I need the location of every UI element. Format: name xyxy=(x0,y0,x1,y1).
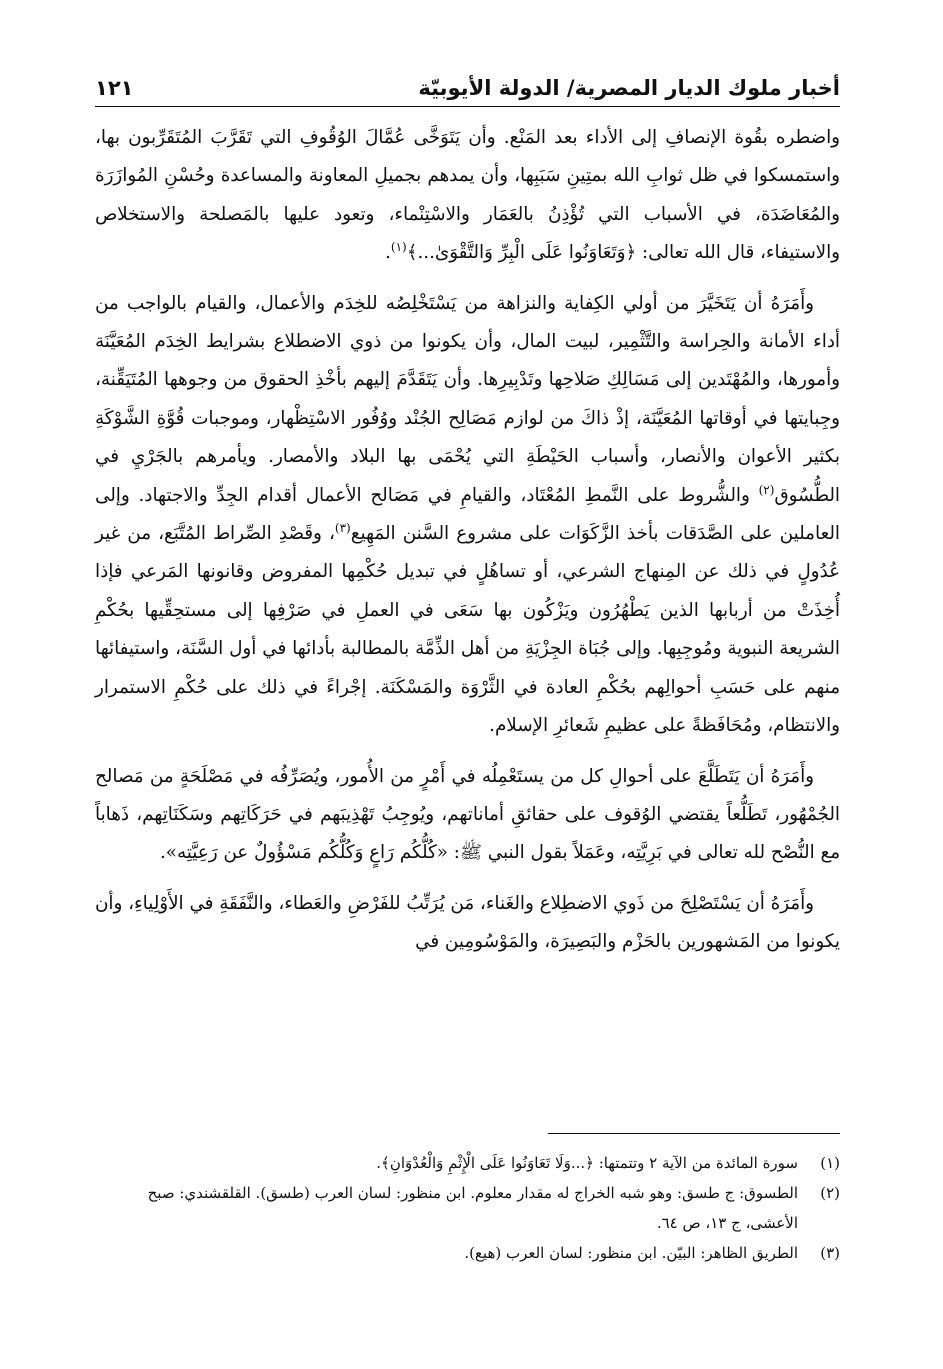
footnote-divider xyxy=(548,1133,840,1134)
footnote-3 xyxy=(95,1238,840,1268)
paragraph-2-text: وأَمَرَهُ أن يَتَخَيَّرَ من أولي الكِفاية والنزاهة من يَسْتَخْلِصُه للخِدَم والأعمال، والقيام بالواجب من أداء الأمانة والحِراسة والتَّثْمِير، لبيت المال، وأن يكونوا من ذوي الاضطلاع بشرايط الخِدَم المُعَيَّنَة وأمورها، والمُهْتَدين إلى مَسَالِكِ صَلاحِها وتَدْبِيرِها. وأن يَتَقَدَّمَ إليهم بأخْذِ الحقوق من وجوهها المُتَيَقِّنة، وجِبايتها في أوقاتها المُعَيَّنَة، إذْ ذاكَ من لوازم مَصَالِح الجُنْد ووُفُور الاسْتِظْهار، وموجبات قُوَّةِ الشَّوْكَةِ بكثير الأعوان والأنصار، وأسباب الحَيْطَةِ التي يُحْمَى بها البلاد والأمصار. ويأمرهم بالجَرْيِ في الطُّسُوق xyxy=(95,292,840,506)
paragraph-1 xyxy=(95,119,840,273)
paragraph-2 xyxy=(95,285,840,746)
paragraph-3: وأَمَرَهُ أن يَتَطَلَّعَ على أحوالِ كل من يستَعْمِلُه في أَمْرٍ من الأُمور، ويُصَرِّفُه في مَصْلَحَةٍ من مَصالح الجُمْهُور، تَطَلُّعاً يقتضي الوُقوف على حقائقِ أماناتهم، ويُوجِبُ تَهْذِيبَهم في حَرَكَاتِهم وسَكَنَاتِهم، ذَهاباً مع النُّصْح لله تعالى في بَرِيَّتِه، وعَمَلاً بقول النبي ﷺ: «كُلُّكُم رَاعٍ وَكُلُّكُم مَسْؤُولٌ عن رَعِيَّتِه». xyxy=(95,765,840,864)
paragraph-1-end: . xyxy=(385,242,391,264)
footnote-text: الطريق الظاهر: البيّن. ابن منظور: لسان العرب (هيع). xyxy=(464,1244,798,1262)
page-number: ١٢١ xyxy=(95,76,134,100)
page-header xyxy=(95,58,840,107)
footnote-ref-1: (١) xyxy=(390,240,407,255)
footnote-number: (٢) xyxy=(820,1184,840,1202)
footnote-text: الطسوق: ج طسق: وهو شبه الخراج له مقدار معلوم. ابن منظور: لسان العرب (طسق). القلقشندي: صبح الأعشى، ج ١٣، ص ٦٤. xyxy=(147,1184,798,1232)
footnote-text: سورة المائدة من الآية ٢ وتتمتها: ﴿...وَلَا تَعَاوَنُوا عَلَى الْإِثْمِ وَالْعُدْوَانِ﴾. xyxy=(376,1154,798,1172)
paragraph-1-text: واضطره بقُوة الإنصافِ إلى الأداء بعد المَنْع. وأن يَتَوَخَّى عُمَّالَ الوُقُوفِ التي تَقَرَّبَ المُتَقَرِّبون بها، واستمسكوا في ظل ثوابِ الله بمتِينِ سَبَبِها، وأن يمدهم بجميلِ المعاونة والمساعدة وحُسْنِ المُوازَرَة والمُعَاضَدَة، في الأسباب التي تُؤْذِنُ بالعَمَار والاسْتِنْماء، وتعود عليها بالمَصلحة والاستخلاص والاستيفاء، قال الله تعالى: ﴿وَتَعَاوَنُوا عَلَى الْبِرِّ وَالتَّقْوَىٰ...﴾ xyxy=(95,127,840,264)
footnote-ref-3: (٣) xyxy=(334,520,351,535)
running-title: أخبار ملوك الديار المصرية/ الدولة الأيوبيّة xyxy=(418,76,840,100)
paragraph-2-text-c: ، وقَصْدِ الصِّراط المُتَّبَع، من غير عُدُولٍ في ذلك عن المِنهاج الشرعي، أو تساهُلٍ في تبديل حُكْمِها المفروض وقانونها المَرعي فإذا أُخِذَتْ من أربابها الذين يَطْهُرُون ويَزْكُون بها سَعَى في العملِ في صَرْفِها إلى مستحِقِّيها بحُكْمِ الشريعة النبوية ومُوجِبِها. وإلى جُبَاة الجِزْيَةِ من أهل الذِّمَّة بالمطالبة بأدائها في أول السَّنَة، واستيفائها منهم على حَسَبِ أحوالِهم بحُكْمِ العادة في الثَّرْوَة والمَسْكَنَة. إجْراءً في ذلك على حُكْمِ الاستمرار والانتظام، ومُحَافَظةً على عظيمِ شَعائرِ الإسلام. xyxy=(95,523,840,737)
paragraph-2-text-b: والشُّروط على النَّمطِ المُعْتَاد، والقيامِ في مَصَالح الأعمال أقدام الجِدِّ والاجتهاد. وإلى العاملين على الصَّدَقات بأخذ الزَّكَوَات على مشروع السَّنن المَهِيع xyxy=(95,484,840,545)
footnote-ref-2: (٢) xyxy=(758,482,775,497)
footnote-2 xyxy=(95,1178,840,1238)
body-text xyxy=(95,119,840,962)
paragraph-4: وأَمَرَهُ أن يَسْتَصْلِحَ من ذَوي الاضطِلاع والغَناء، مَن يُرَتِّبُ للفَرْضِ والعَطاء، والنَّفَقَةِ في الأَوْلِياءِ، وأن يكونوا من المَشهورين بالحَزْم والبَصِيرَة، والمَوْسُومِين في xyxy=(95,892,840,953)
footnotes xyxy=(95,1148,840,1268)
footnote-1 xyxy=(95,1148,840,1178)
book-page xyxy=(95,58,840,1348)
footnote-number: (١) xyxy=(820,1154,840,1172)
footnote-number: (٣) xyxy=(820,1244,840,1262)
